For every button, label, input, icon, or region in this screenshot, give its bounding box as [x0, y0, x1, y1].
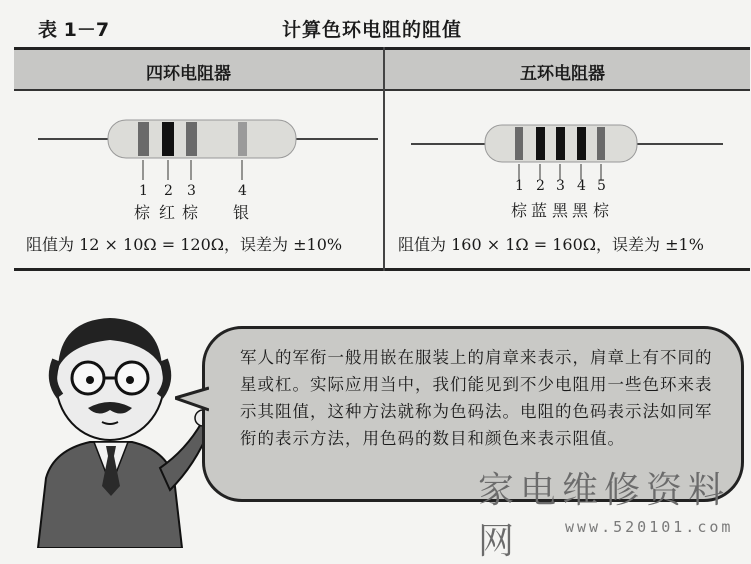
four-band-leader-lines — [38, 160, 378, 182]
band-5 — [597, 127, 605, 160]
column-heading-five-band: 五环电阻器 — [520, 64, 605, 84]
table-column-divider — [383, 47, 385, 271]
band-color-label: 黑 — [572, 201, 589, 220]
band-color-label: 银 — [233, 203, 250, 222]
band-4 — [238, 122, 247, 156]
band-number: 1 — [515, 178, 524, 194]
band-number: 2 — [164, 183, 173, 199]
band-3 — [556, 127, 565, 160]
table-label: 表 1－7 — [38, 19, 110, 41]
table-header-background — [14, 50, 750, 89]
five-band-resistor-illustration — [411, 124, 723, 164]
watermark-url: www.520101.com — [565, 518, 734, 536]
band-number: 5 — [597, 178, 606, 194]
band-2 — [536, 127, 545, 160]
five-band-value: 阻值为 160 × 1Ω = 160Ω，误差为 ±1% — [398, 235, 704, 254]
band-number: 3 — [556, 178, 565, 194]
band-4 — [577, 127, 586, 160]
band-number: 4 — [577, 178, 586, 194]
table-bottom-rule — [14, 268, 750, 271]
watermark-title: 家电维修资料网 — [478, 470, 731, 562]
teacher-cartoon — [10, 300, 210, 548]
band-color-label: 棕 — [182, 203, 199, 222]
band-2 — [162, 122, 174, 156]
band-color-label: 棕 — [511, 201, 528, 220]
bubble-text: 军人的军衔一般用嵌在服装上的肩章来表示，肩章上有不同的星或杠。实际应用当中，我们能见到不少电阻用一些色环来表示其阻值，这种方法就称为色码法。电阻的色码表示法如同军衔的表示方法，用色码的数目和颜色来表示阻值。 — [240, 348, 713, 448]
table-header-rule — [14, 89, 750, 91]
speech-bubble-tail — [175, 384, 209, 414]
resistor-body — [108, 120, 296, 158]
band-number: 2 — [536, 178, 545, 194]
band-1 — [138, 122, 149, 156]
column-heading-four-band: 四环电阻器 — [146, 64, 231, 84]
band-color-label: 红 — [159, 203, 176, 222]
band-number: 1 — [139, 183, 148, 199]
table-top-rule — [14, 47, 750, 50]
band-1 — [515, 127, 523, 160]
four-band-value: 阻值为 12 × 10Ω = 120Ω，误差为 ±10% — [26, 235, 343, 254]
band-3 — [186, 122, 197, 156]
five-band-leader-lines — [411, 164, 723, 182]
band-color-label: 棕 — [593, 201, 610, 220]
table-title: 计算色环电阻的阻值 — [282, 19, 463, 41]
band-color-label: 棕 — [134, 203, 151, 222]
band-number: 3 — [187, 183, 196, 199]
band-color-label: 蓝 — [531, 201, 548, 220]
band-color-label: 黑 — [552, 201, 569, 220]
band-number: 4 — [238, 183, 247, 199]
four-band-resistor-illustration — [38, 118, 378, 160]
